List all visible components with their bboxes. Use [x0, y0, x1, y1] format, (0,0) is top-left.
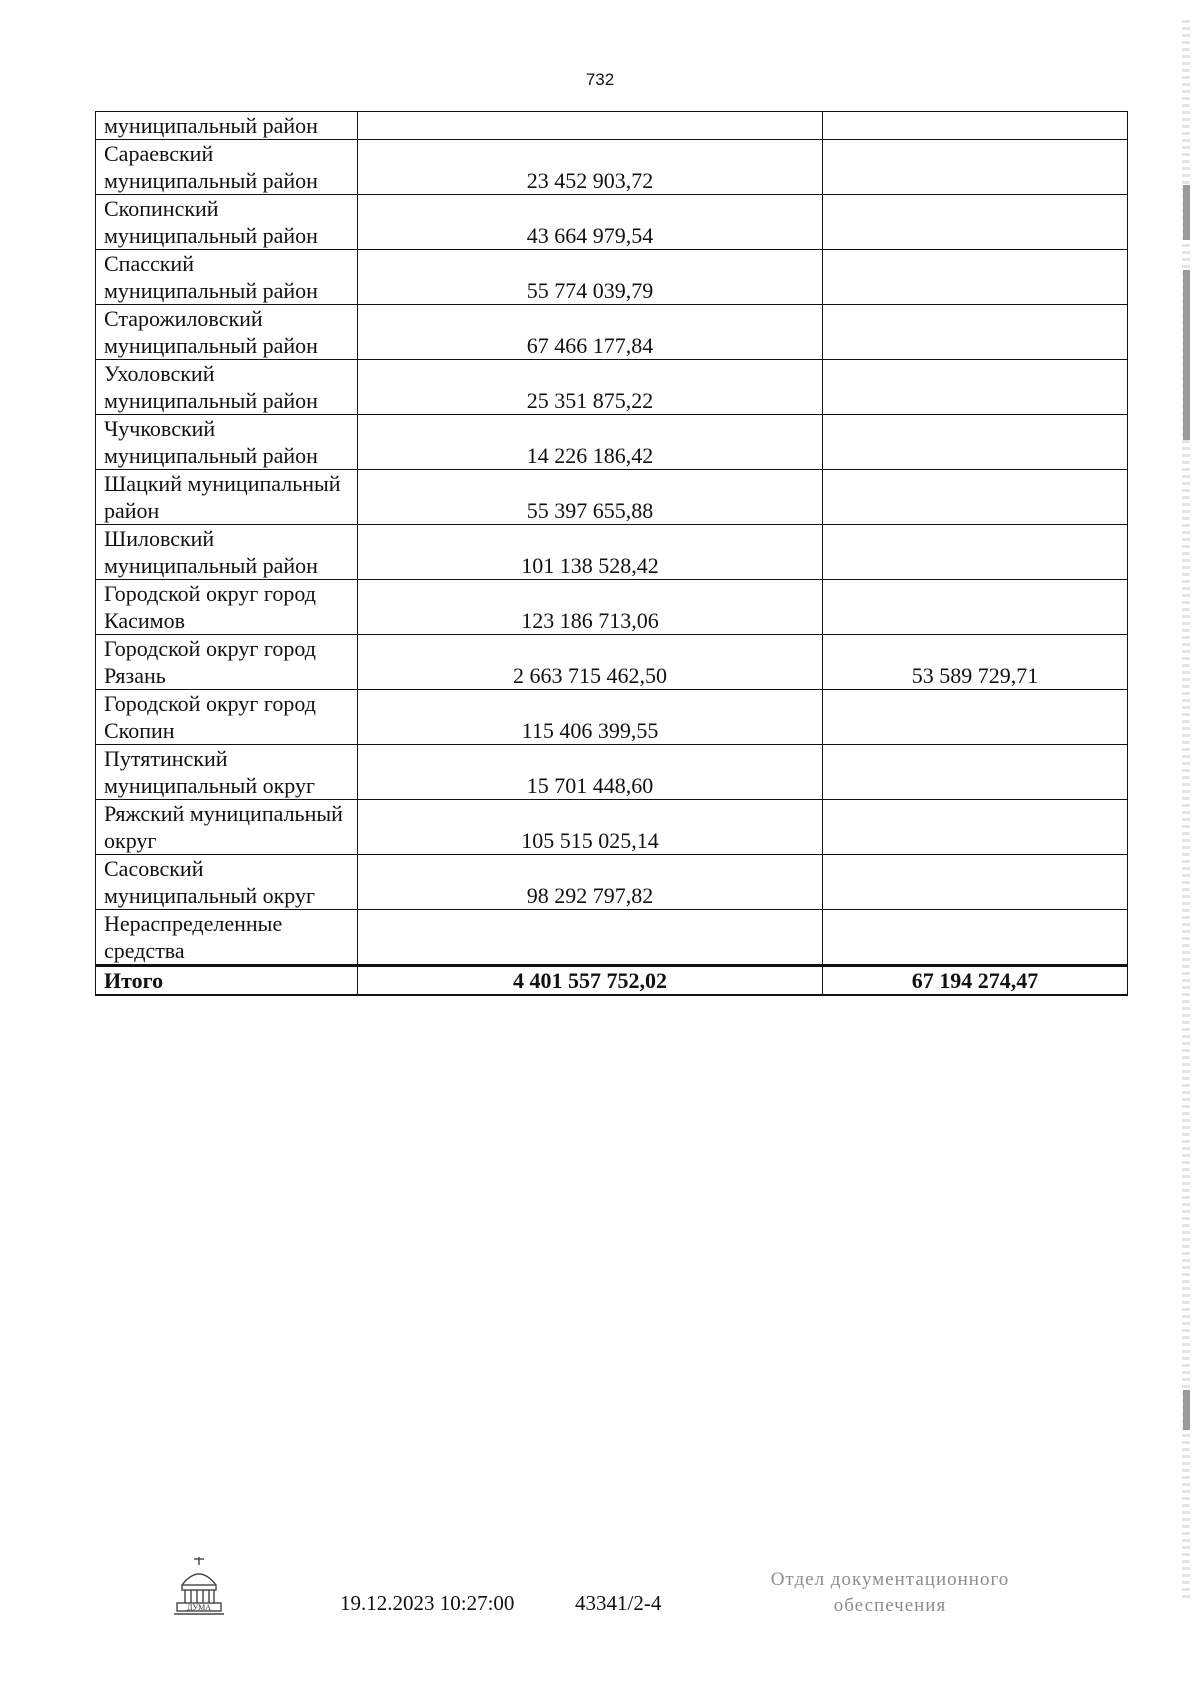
municipality-name: Чучковский муниципальный район — [96, 415, 358, 470]
footer-datetime: 19.12.2023 10:27:00 — [340, 1591, 515, 1615]
municipality-name: Старожиловский муниципальный район — [96, 305, 358, 360]
duma-logo — [170, 1555, 228, 1617]
municipality-name: Городской округ город Касимов — [96, 580, 358, 635]
table-row — [96, 745, 1128, 800]
scan-edge-artifact — [1182, 20, 1190, 1600]
amount-column-2 — [823, 360, 1128, 415]
amount-column-1: 14 226 186,42 — [358, 415, 823, 470]
table-row — [96, 910, 1128, 966]
amount-column-2 — [823, 305, 1128, 360]
amount-column-1 — [358, 910, 823, 966]
amount-column-2 — [823, 745, 1128, 800]
table-row — [96, 415, 1128, 470]
department-stamp: Отдел документационного обеспечения — [770, 1569, 1010, 1616]
table-row — [96, 855, 1128, 910]
table-row — [96, 305, 1128, 360]
amount-column-2 — [823, 800, 1128, 855]
municipality-name: Сараевский муниципальный район — [96, 140, 358, 195]
amount-column-2 — [823, 112, 1128, 140]
total-amount-column-1: 4 401 557 752,02 — [358, 966, 823, 996]
total-row — [96, 966, 1128, 996]
amount-column-2 — [823, 910, 1128, 966]
amount-column-2 — [823, 250, 1128, 305]
page-number: 732 — [585, 70, 615, 89]
municipality-name: Путятинский муниципальный округ — [96, 745, 358, 800]
amount-column-1: 123 186 713,06 — [358, 580, 823, 635]
amount-column-1: 105 515 025,14 — [358, 800, 823, 855]
amount-column-1: 55 397 655,88 — [358, 470, 823, 525]
table-row — [96, 360, 1128, 415]
municipality-name: Ряжский муниципальный округ — [96, 800, 358, 855]
table-row — [96, 195, 1128, 250]
amount-column-1: 115 406 399,55 — [358, 690, 823, 745]
footer-doc-number: 43341/2-4 — [575, 1591, 662, 1615]
municipality-name: Шиловский муниципальный район — [96, 525, 358, 580]
municipality-name: Городской округ город Скопин — [96, 690, 358, 745]
amount-column-1: 98 292 797,82 — [358, 855, 823, 910]
municipality-name: Шацкий муниципальный район — [96, 470, 358, 525]
municipality-name: Скопинский муниципальный район — [96, 195, 358, 250]
municipality-name: Спасский муниципальный район — [96, 250, 358, 305]
amount-column-1: 23 452 903,72 — [358, 140, 823, 195]
amount-column-1: 25 351 875,22 — [358, 360, 823, 415]
amount-column-2 — [823, 855, 1128, 910]
amount-column-2: 53 589 729,71 — [823, 635, 1128, 690]
amount-column-2 — [823, 690, 1128, 745]
table-row — [96, 525, 1128, 580]
budget-table — [95, 111, 1128, 996]
table-row — [96, 112, 1128, 140]
table-row — [96, 690, 1128, 745]
amount-column-2 — [823, 580, 1128, 635]
amount-column-1 — [358, 112, 823, 140]
amount-column-1: 101 138 528,42 — [358, 525, 823, 580]
municipality-name: Сасовский муниципальный округ — [96, 855, 358, 910]
municipality-name: муниципальный район — [96, 112, 358, 140]
table-row — [96, 250, 1128, 305]
amount-column-2 — [823, 525, 1128, 580]
amount-column-2 — [823, 195, 1128, 250]
municipality-name: Городской округ город Рязань — [96, 635, 358, 690]
amount-column-2 — [823, 470, 1128, 525]
table-row — [96, 635, 1128, 690]
municipality-name: Ухоловский муниципальный район — [96, 360, 358, 415]
amount-column-2 — [823, 415, 1128, 470]
amount-column-1: 55 774 039,79 — [358, 250, 823, 305]
total-label: Итого — [96, 966, 358, 996]
amount-column-2 — [823, 140, 1128, 195]
table-row — [96, 140, 1128, 195]
amount-column-1: 67 466 177,84 — [358, 305, 823, 360]
table-row — [96, 580, 1128, 635]
amount-column-1: 15 701 448,60 — [358, 745, 823, 800]
svg-text:ДУМА: ДУМА — [186, 1603, 212, 1612]
amount-column-1: 2 663 715 462,50 — [358, 635, 823, 690]
table-row — [96, 800, 1128, 855]
total-amount-column-2: 67 194 274,47 — [823, 966, 1128, 996]
municipality-name: Нераспределенные средства — [96, 910, 358, 966]
amount-column-1: 43 664 979,54 — [358, 195, 823, 250]
table-row — [96, 470, 1128, 525]
